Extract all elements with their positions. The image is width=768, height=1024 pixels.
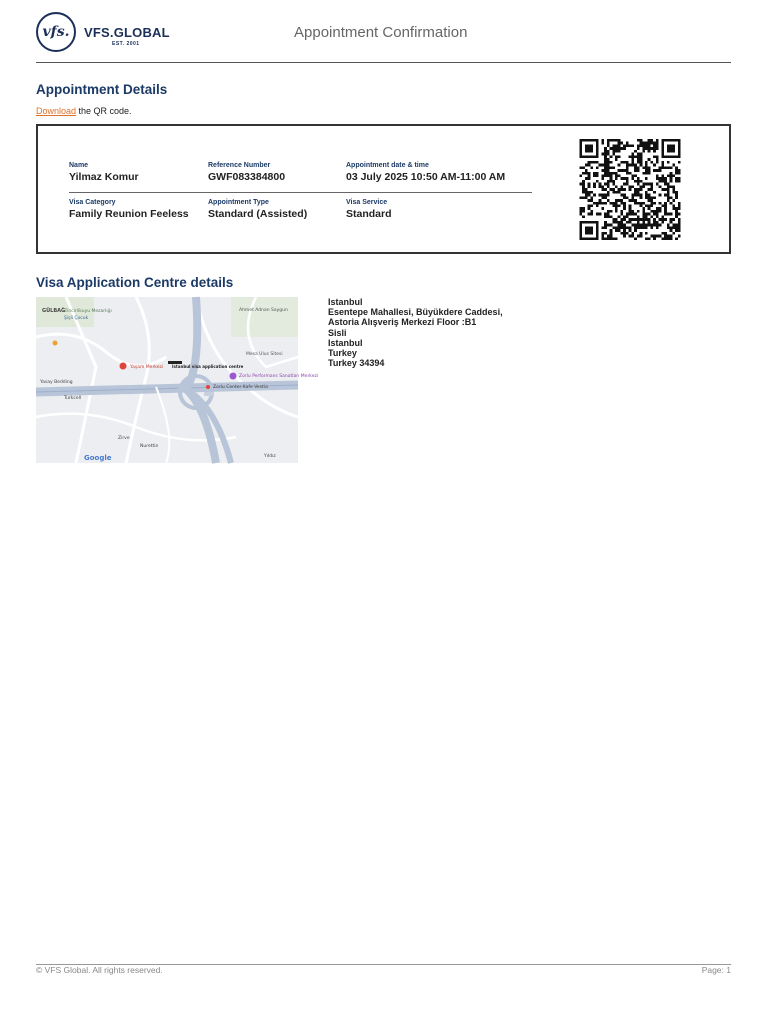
address-line: Astoria Alışveriş Merkezi Floor :B1 (328, 317, 477, 328)
map-label-yasay-bedding: Yasay Bedding (40, 380, 73, 385)
map-label-zincirlikuyu: Zincirlikuyu Mezarlığı (64, 309, 112, 314)
appointment-datetime-value: 03 July 2025 10:50 AM-11:00 AM (346, 171, 506, 183)
visa-service-field (346, 199, 392, 220)
map-label-mesa-sitesi: Mesa Ulus Sitesi (246, 352, 283, 357)
address-line: Turkey 34394 (328, 358, 385, 369)
reference-number-value: GWF083384800 (208, 171, 286, 183)
footer-copyright: © VFS Global. All rights reserved. (36, 965, 163, 975)
map-label-zirve: Zirve (118, 436, 130, 441)
zorlu-center-pin-icon (206, 385, 210, 389)
appointment-qr-code (577, 139, 683, 240)
vfs-global-logo[interactable] (36, 12, 176, 52)
map-label-zorlu-performans: Zorlu Performans Sanatları Merkezi (239, 374, 319, 379)
appointment-type-label: Appointment Type (208, 199, 269, 206)
visa-centre-title: Visa Application Centre details (36, 275, 234, 290)
fields-divider (69, 192, 532, 193)
vfs-logo-established: EST. 2001 (112, 41, 140, 47)
map-label-gulbag: GÜLBAĞ (42, 308, 66, 314)
yasam-merkezi-pin-icon (120, 363, 127, 370)
qr-download-instruction (36, 106, 132, 116)
address-line: Turkey (328, 348, 357, 359)
qr-instruction-text: the QR code. (76, 106, 132, 116)
vfs-logo-mark: vfs. (36, 12, 76, 52)
visa-service-value: Standard (346, 208, 392, 220)
visa-category-value: Family Reunion Feeless (69, 208, 189, 220)
appointment-datetime-field (346, 162, 505, 183)
visa-centre-map[interactable] (36, 297, 319, 463)
address-line: Istanbul (328, 297, 363, 307)
map-label-ahmet-adnan: Ahmet Adnan Saygun (239, 308, 288, 313)
address-line: Sisli (328, 327, 347, 338)
appointment-details-title: Appointment Details (36, 82, 168, 97)
map-label-yasam-merkezi: Yaşam Merkezi (130, 365, 164, 370)
download-qr-link[interactable]: Download (36, 106, 77, 116)
vfs-logo-wordmark: VFS.GLOBAL (84, 25, 170, 40)
address-line: Istanbul (328, 337, 363, 348)
poi-orange-icon (53, 341, 58, 346)
map-label-zorlu-center: Zorlu Center Kafe Vestia (213, 385, 268, 390)
visa-service-label: Visa Service (346, 199, 388, 206)
appointment-datetime-label: Appointment date & time (346, 162, 429, 169)
map-label-sisli-cocuk: Şişli Çocuk (64, 316, 89, 321)
reference-number-label: Reference Number (208, 162, 271, 169)
visa-category-field (69, 199, 189, 220)
map-label-nurettin: Nurettin (140, 444, 159, 449)
document-title: Appointment Confirmation (294, 24, 468, 41)
reference-number-field (208, 162, 285, 183)
centre-address (328, 297, 503, 368)
name-field (69, 162, 139, 183)
name-value: Yilmaz Komur (69, 171, 139, 183)
junction-marker-icon (204, 392, 214, 396)
appointment-details-box (36, 124, 731, 254)
map-graphic (36, 297, 319, 463)
visa-category-label: Visa Category (69, 199, 116, 206)
zorlu-performans-pin-icon (230, 373, 237, 380)
google-logo: Google (84, 454, 112, 462)
map-label-yildiz: Yıldız (264, 454, 276, 459)
appointment-type-value: Standard (Assisted) (208, 208, 308, 220)
header (36, 10, 731, 63)
appointment-type-field (208, 199, 307, 220)
footer-page-number: Page: 1 (701, 965, 731, 975)
map-label-turkcell: Turkcell (64, 396, 82, 401)
name-label: Name (69, 162, 89, 169)
address-line: Esentepe Mahallesi, Büyükdere Caddesi, (328, 307, 503, 318)
map-label-vfs-centre: Istanbul visa application centre (172, 364, 244, 369)
